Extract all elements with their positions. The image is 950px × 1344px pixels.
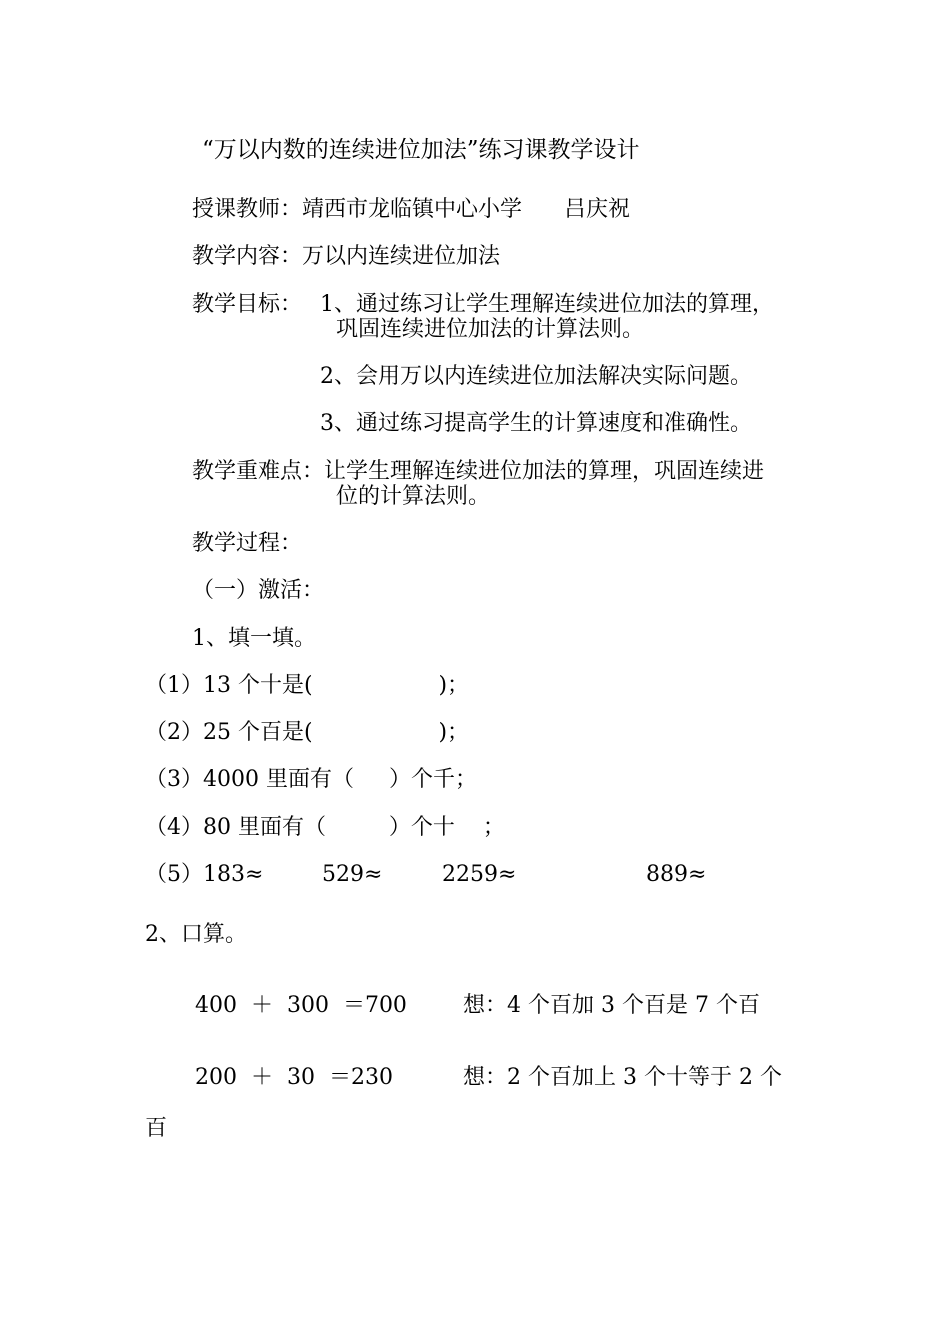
oral-expression-2: 200 ＋ 30 ＝230 — [195, 1065, 393, 1090]
fill-question-1: （1）13 个十是( )； — [145, 673, 470, 698]
approx-item-183: （5）183≈ — [145, 862, 264, 887]
fill-question-3: （3）4000 里面有（ ）个千； — [145, 767, 477, 792]
goal-2: 2、会用万以内连续进位加法解决实际问题。 — [320, 364, 752, 389]
oral-thought-1: 想：4 个百加 3 个百是 7 个百 — [463, 993, 760, 1018]
approx-item-2259: 2259≈ — [442, 862, 517, 887]
document-title: “万以内数的连续进位加法”练习课教学设计 — [202, 137, 640, 163]
teacher-line: 授课教师：靖西市龙临镇中心小学 吕庆祝 — [192, 197, 630, 222]
process-heading: 教学过程： — [192, 531, 303, 556]
key-point-line-1: 教学重难点：让学生理解连续进位加法的算理，巩固连续进 — [192, 459, 765, 484]
part-1-heading: （一）激活： — [192, 578, 325, 603]
key-point-line-2: 位的计算法则。 — [336, 484, 491, 509]
oral-thought-2-continued: 百 — [145, 1116, 168, 1141]
item-1-heading: 1、填一填。 — [192, 626, 316, 651]
fill-question-4: （4）80 里面有（ ）个十 ； — [145, 815, 505, 840]
oral-expression-1: 400 ＋ 300 ＝700 — [195, 993, 407, 1018]
oral-thought-2: 想：2 个百加上 3 个十等于 2 个 — [463, 1065, 782, 1090]
goal-1-line-2: 巩固连续进位加法的计算法则。 — [336, 317, 645, 342]
goal-1-line-1: 1、通过练习让学生理解连续进位加法的算理， — [320, 292, 774, 317]
item-2-heading: 2、口算。 — [145, 922, 247, 947]
fill-question-2: （2）25 个百是( )； — [145, 720, 470, 745]
goal-3: 3、通过练习提高学生的计算速度和准确性。 — [320, 411, 752, 436]
approx-item-529: 529≈ — [322, 862, 383, 887]
content-line: 教学内容：万以内连续进位加法 — [192, 244, 501, 269]
approx-item-889: 889≈ — [646, 862, 707, 887]
goal-label: 教学目标： — [192, 292, 303, 317]
